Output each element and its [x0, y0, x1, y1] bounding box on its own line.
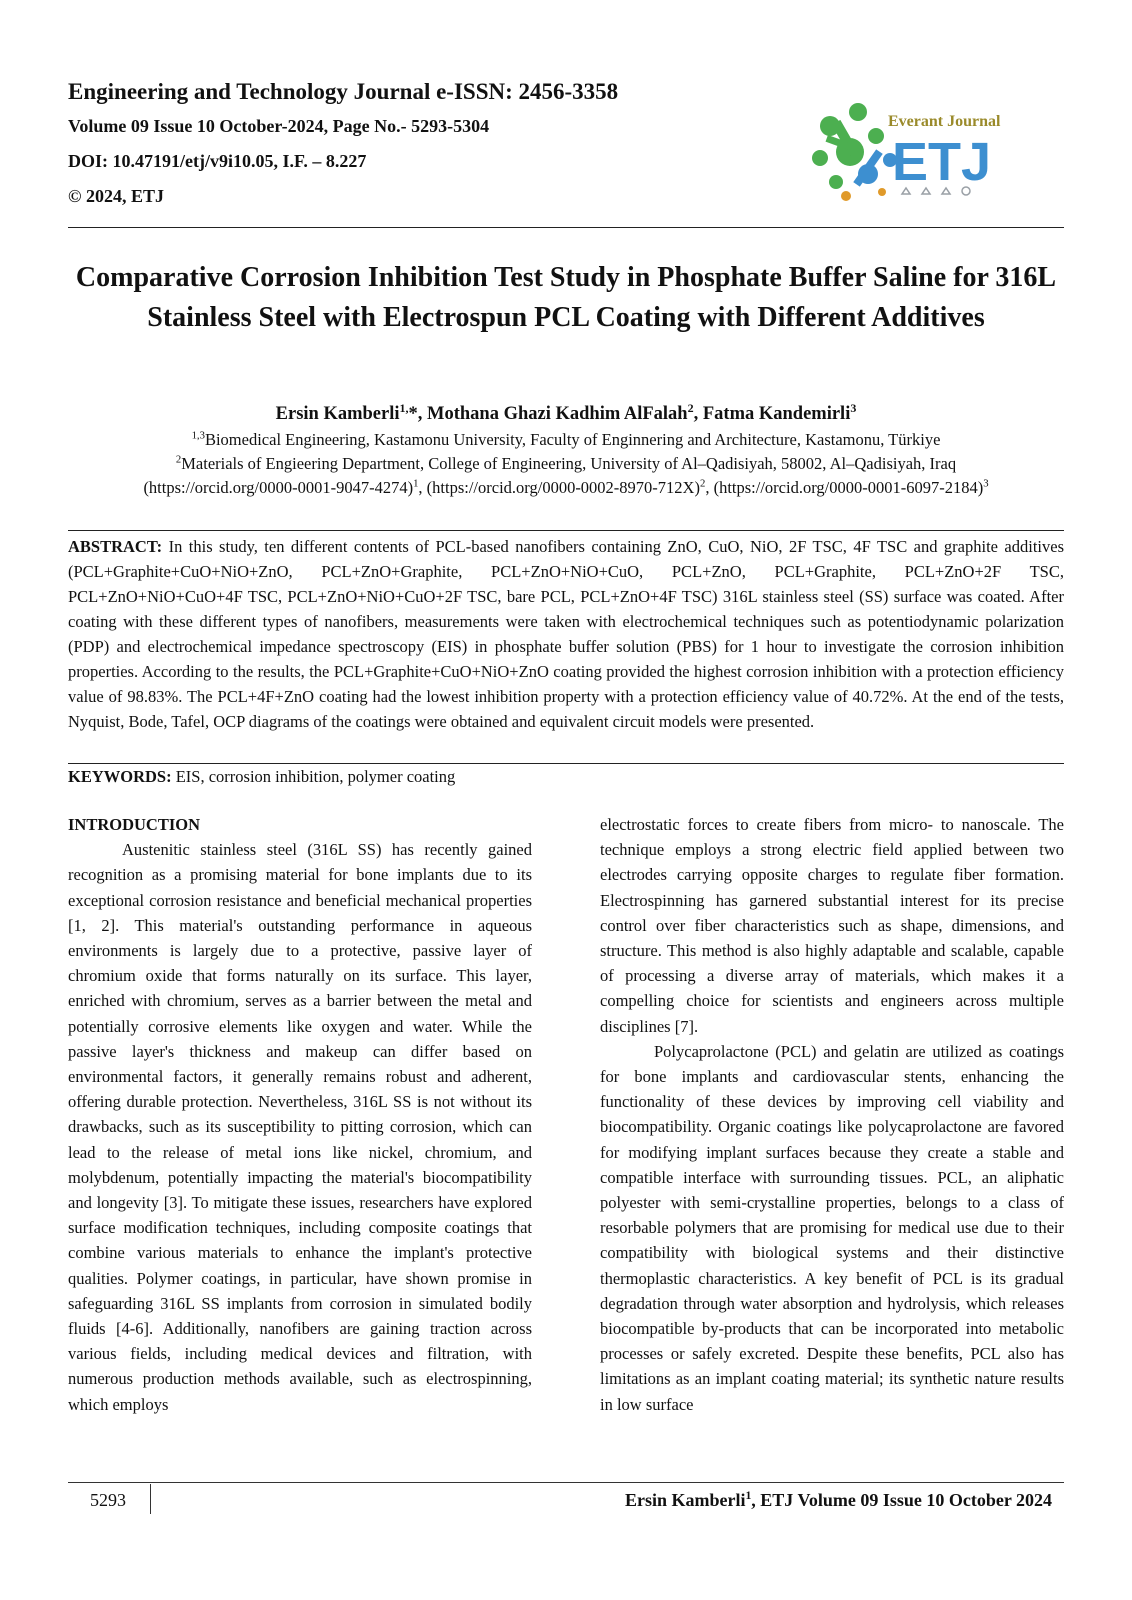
orcid-2[interactable]: (https://orcid.org/0000-0002-8970-712X) — [426, 478, 700, 497]
header-rule — [68, 227, 1064, 228]
author-1-affil: 1, — [399, 400, 409, 415]
orcid-2-mark: 2 — [699, 477, 706, 490]
author-sep: , — [417, 404, 428, 424]
left-column — [68, 812, 532, 1417]
author-3: Fatma Kandemirli — [702, 404, 851, 424]
paragraph: Polycaprolactone (PCL) and gelatin are utilized as coatings for bone implants and cardiovascular stents, enhancing the functionality of these devices by improving cell viability and biocompatibility. Organic coatings like polycaprolactone are favored for modifying implant surfaces because they create a stable and compatible interface with surrounding tissues. PCL, an aliphatic polyester with semi-crystalline properties, belongs to a class of resorbable polymers that are promising for medical use due to their compatibility with biological systems and their distinctive thermoplastic characteristics. A key benefit of PCL is its gradual degradation through water absorption and hydrolysis, which releases biocompatible by-products that can be incorporated into metabolic processes or safely excreted. Despite these benefits, PCL also has limitations as an implant coating material; its synthetic nature results in low surface — [600, 1041, 1064, 1414]
journal-header — [68, 78, 668, 219]
paragraph: Austenitic stainless steel (316L SS) has recently gained recognition as a promising material for bone implants due to its exceptional corrosion resistance and beneficial mechanical properties [1, 2]. This material's outstanding performance in aqueous environments is largely due to a protective, passive layer of chromium oxide that forms naturally on its surface. This layer, enriched with chromium, serves as a barrier between the metal and potentially corrosive elements like oxygen and water. While the passive layer's thickness and makeup can differ based on environmental factors, it generally remains robust and adherent, offering durable protection. Nevertheless, 316L SS is not without its drawbacks, such as its susceptibility to pitting corrosion, which can lead to the release of metal ions like nickel, chromium, and molybdenum, potentially impacting the material's biocompatibility and longevity [3]. To mitigate these issues, researchers have explored surface modification techniques, including composite coatings that combine various materials to enhance the implant's protective qualities. Polymer coatings, in particular, have shown promise in safeguarding 316L SS implants from corrosion in simulated bodily fluids [4-6]. Additionally, nanofibers are gaining traction across various fields, including medical devices and filtration, with numerous production methods available, such as electrospinning, which employs — [68, 840, 532, 1414]
author-2: Mothana Ghazi Kadhim AlFalah — [427, 404, 688, 424]
right-column — [600, 812, 1064, 1417]
orcid-line — [68, 477, 1064, 499]
keywords-text: EIS, corrosion inhibition, polymer coating — [171, 767, 456, 786]
author-list — [68, 402, 1064, 426]
volume-info: Volume 09 Issue 10 October-2024, Page No.- 5293-5304 — [68, 116, 490, 136]
abstract-top-rule — [68, 530, 1064, 531]
orcid-1[interactable]: (https://orcid.org/0000-0001-9047-4274) — [143, 478, 414, 497]
abstract — [68, 534, 1064, 734]
section-heading-introduction: INTRODUCTION — [68, 815, 201, 834]
paper-title: Comparative Corrosion Inhibition Test Study in Phosphate Buffer Saline for 316L Stainless Steel with Electrospun PCL Coating with Different Additives — [75, 262, 1057, 333]
author-sep: , — [693, 404, 703, 424]
affiliation-1 — [68, 429, 1064, 451]
paragraph: electrostatic forces to create fibers from micro- to nanoscale. The technique employs a strong electric field applied between two electrodes carrying opposite charges to regulate fiber formation. Electrospinning has garnered substantial interest for its precise control over fiber characteristics such as shape, dimensions, and structure. This method is also highly adaptable and scalable, capable of processing a diverse array of materials, which makes it a compelling choice for scientists and engineers across multiple disciplines [7]. — [600, 815, 1064, 1036]
footer-rule — [68, 1482, 1064, 1483]
abstract-text: In this study, ten different contents of PCL-based nanofibers containing ZnO, CuO, NiO, 2F TSC, 4F TSC and graphite additives (PCL+Graphite+CuO+NiO+ZnO, PCL+ZnO+Graphite, PCL+ZnO+NiO+CuO, PCL+ZnO, PCL+Graphite, PCL+ZnO+2F TSC, PCL+ZnO+NiO+CuO+4F TSC, PCL+ZnO+NiO+CuO+2F TSC, bare PCL, PCL+ZnO+4F TSC) 316L stainless steel (SS) surface was coated. After coating with these different types of nanofibers, measurements were taken with electrochemical techniques such as potentiodynamic polarization (PDP) and electrochemical impedance spectroscopy (EIS) in phosphate buffer solution (PBS) for 1 hour to investigate the corrosion inhibition properties. According to the results, the PCL+Graphite+CuO+NiO+ZnO coating provided the highest corrosion inhibition with a protection efficiency value of 98.83%. The PCL+4F+ZnO coating had the lowest inhibition property with a protection efficiency value of 40.72%. At the end of the tests, Nyquist, Bode, Tafel, OCP diagrams of the coatings were obtained and equivalent circuit models were presented. — [68, 537, 1064, 731]
abstract-label: ABSTRACT: — [68, 537, 163, 556]
journal-name: Engineering and Technology Journal e-ISSN: 2456-3358 — [68, 79, 619, 104]
author-2-affil: 2 — [687, 400, 694, 415]
orcid-sep: , — [418, 478, 427, 497]
affiliation-2 — [68, 453, 1064, 475]
orcid-1-mark: 1 — [413, 477, 419, 490]
logo-text-top: Everant Journal — [888, 113, 1001, 130]
affiliation-2-text: Materials of Engieering Department, College of Engineering, University of Al–Qadisiyah, 58002, Al–Qadisiyah, Iraq — [181, 454, 957, 473]
running-footer — [625, 1488, 1052, 1512]
affiliation-2-mark: 2 — [175, 453, 182, 466]
affiliation-1-mark: 1,3 — [191, 429, 205, 442]
footer-author-mark: 1 — [745, 1489, 752, 1502]
orcid-3[interactable]: (https://orcid.org/0000-0001-6097-2184) — [713, 478, 984, 497]
doi-info: DOI: 10.47191/etj/v9i10.05, I.F. – 8.227 — [68, 151, 367, 171]
footer-journal-ref: , ETJ Volume 09 Issue 10 October 2024 — [751, 1490, 1052, 1510]
footer-author: Ersin Kamberli — [624, 1490, 746, 1510]
author-1: Ersin Kamberli — [275, 404, 400, 424]
etj-logo — [806, 96, 1024, 204]
author-3-affil: 3 — [850, 400, 857, 415]
keywords-label: KEYWORDS: — [68, 767, 172, 786]
corresponding-mark: * — [408, 404, 418, 424]
affiliation-1-text: Biomedical Engineering, Kastamonu University, Faculty of Enginnering and Architecture, Kastamonu, Türkiye — [204, 430, 941, 449]
logo-text-main: ETJ — [892, 132, 992, 192]
footer-divider — [150, 1484, 151, 1514]
orcid-3-mark: 3 — [983, 477, 989, 490]
copyright: © 2024, ETJ — [68, 186, 164, 206]
orcid-sep: , — [705, 478, 714, 497]
page-number: 5293 — [90, 1490, 126, 1510]
keywords — [68, 764, 1064, 789]
